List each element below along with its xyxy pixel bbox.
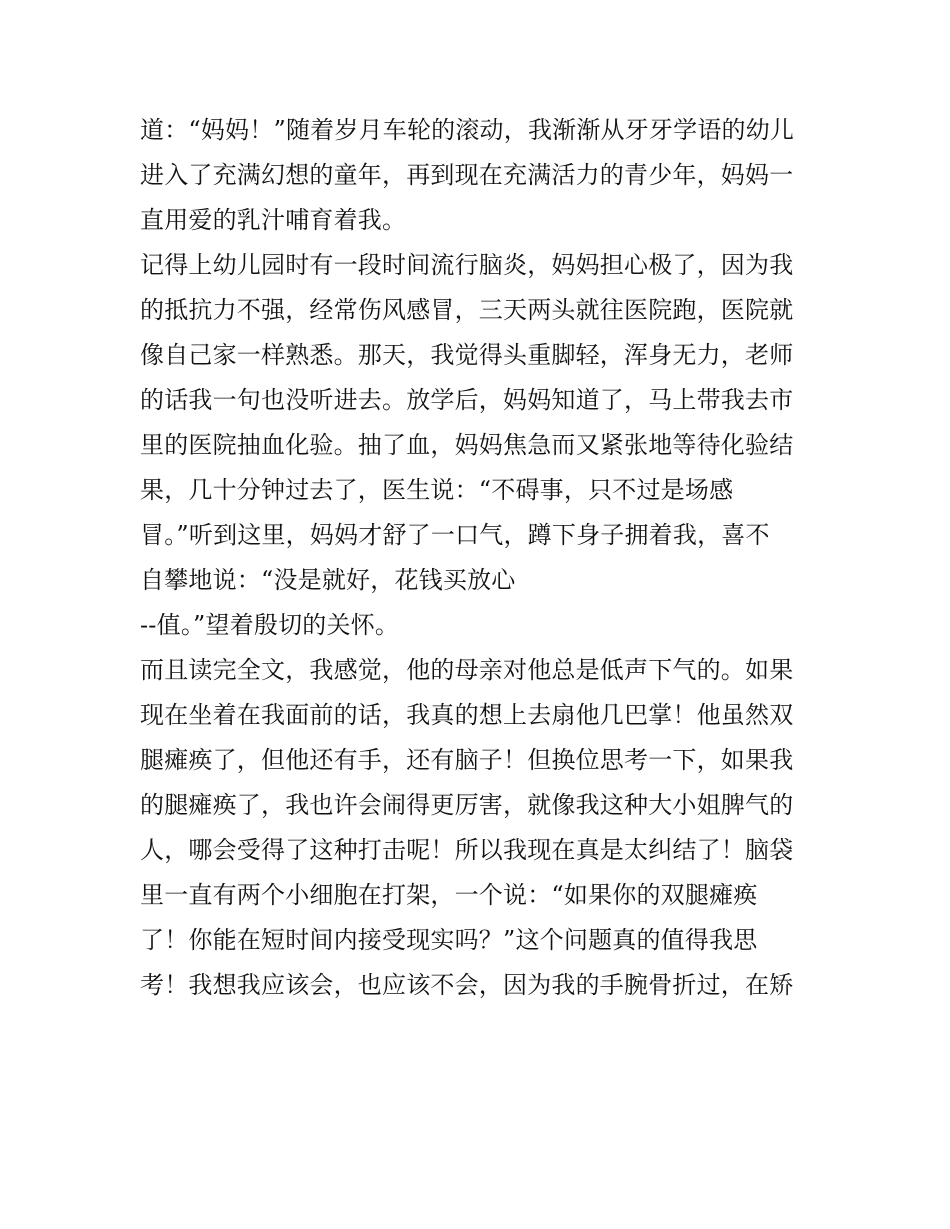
text-line: 像自己家一样熟悉。那天，我觉得头重脚轻，浑身无力，老师 <box>140 341 794 369</box>
text-line: 了！你能在短时间内接受现实吗？”这个问题真的值得我思 <box>140 926 758 954</box>
text-line: --值。”望着殷切的关怀。 <box>140 611 400 639</box>
text-line: 里的医院抽血化验。抽了血，妈妈焦急而又紧张地等待化验结 <box>140 431 794 459</box>
text-line: 人，哪会受得了这种打击呢！所以我现在真是太纠结了！脑袋 <box>140 836 794 864</box>
document-body <box>140 108 820 1008</box>
text-line: 的话我一句也没听进去。放学后，妈妈知道了，马上带我去市 <box>140 386 794 414</box>
text-line: 进入了充满幻想的童年，再到现在充满活力的青少年，妈妈一 <box>140 161 794 189</box>
text-line: 考！我想我应该会，也应该不会，因为我的手腕骨折过，在矫 <box>140 971 794 999</box>
text-line: 道：“妈妈！”随着岁月车轮的滚动，我渐渐从牙牙学语的幼儿 <box>140 116 795 144</box>
text-line: 现在坐着在我面前的话，我真的想上去扇他几巴掌！他虽然双 <box>140 701 794 729</box>
text-line: 里一直有两个小细胞在打架，一个说：“如果你的双腿瘫痪 <box>140 881 758 909</box>
text-line: 的腿瘫痪了，我也许会闹得更厉害，就像我这种大小姐脾气的 <box>140 791 794 819</box>
text-line: 冒。”听到这里，妈妈才舒了一口气，蹲下身子拥着我，喜不 <box>140 521 770 549</box>
text-line: 果，几十分钟过去了，医生说：“不碍事，只不过是场感 <box>140 476 734 504</box>
text-line: 直用爱的乳汁哺育着我。 <box>140 206 407 234</box>
text-line: 的抵抗力不强，经常伤风感冒，三天两头就往医院跑，医院就 <box>140 296 794 324</box>
text-line: 记得上幼儿园时有一段时间流行脑炎，妈妈担心极了，因为我 <box>140 251 794 279</box>
text-line: 腿瘫痪了，但他还有手，还有脑子！但换位思考一下，如果我 <box>140 746 794 774</box>
text-line: 自攀地说：“没是就好，花钱买放心 <box>140 566 516 594</box>
text-line: 而且读完全文，我感觉，他的母亲对他总是低声下气的。如果 <box>140 656 794 684</box>
